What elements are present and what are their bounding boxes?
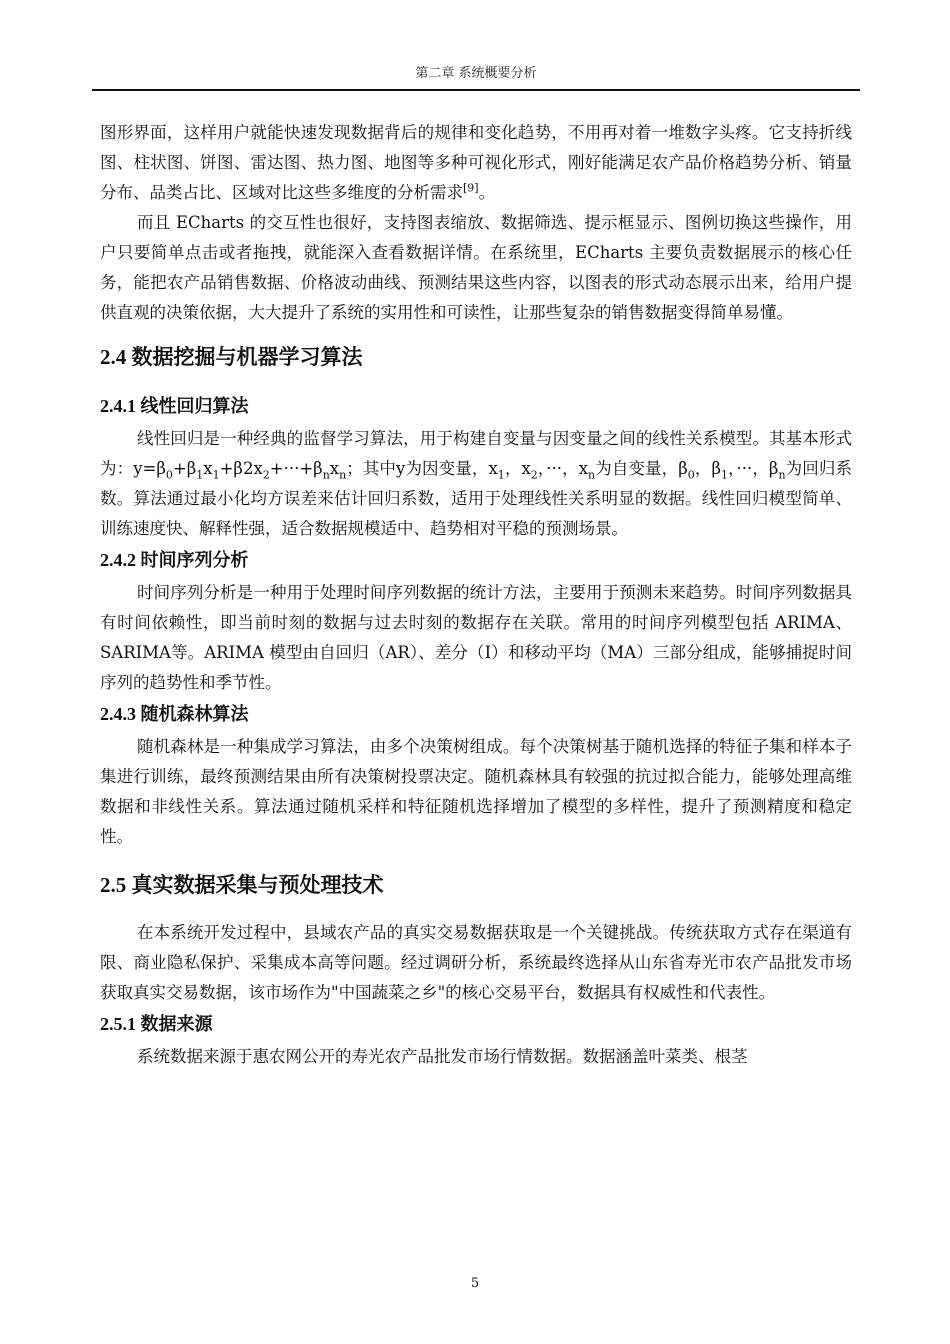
paragraph-random-forest: 随机森林是一种集成学习算法，由多个决策树组成。每个决策树基于随机选择的特征子集和样本子集进行训练，最终预测结果由所有决策树投票决定。随机森林具有较强的抗过拟合能力，能够处理高维数据和非线性关系。算法通过随机采样和特征随机选择增加了模型的多样性，提升了预测精度和稳定性。 [100, 737, 852, 846]
paragraph-data-source: 系统数据来源于惠农网公开的寿光农产品批发市场行情数据。数据涵盖叶菜类、根茎 [137, 1047, 748, 1066]
paragraph-time-series: 时间序列分析是一种用于处理时间序列数据的统计方法，主要用于预测未来趋势。时间序列数据具有时间依赖性，即当前时刻的数据与过去时刻的数据存在关联。常用的时间序列模型包括 ARIMA、SARIMA等。ARIMA 模型由自回归（AR）、差分（I）和移动平均（MA）三部分组成，能够捕捉时间序列的趋势性和季节性。 [100, 583, 852, 692]
paragraph-echarts-interaction: 而且 ECharts 的交互性也很好，支持图表缩放、数据筛选、提示框显示、图例切换这些操作，用户只要简单点击或者拖拽，就能深入查看数据详情。在系统里，ECharts 主要负责数据展示的核心任务，能把农产品销售数据、价格波动曲线、预测结果这些内容，以图表的形式动态展示出来，给用户提供直观的决策依据，大大提升了系统的实用性和可读性，让那些复杂的销售数据变得简单易懂。 [100, 213, 852, 322]
page-body [100, 118, 852, 1072]
section-2-4-heading: 2.4 数据挖掘与机器学习算法 [100, 345, 363, 369]
citation-9: [9] [463, 181, 479, 195]
paragraph-linear-regression: 线性回归是一种经典的监督学习算法，用于构建自变量与因变量之间的线性关系模型。其基本形式为：$y=\beta_0+\beta_1x_1+\beta 2x_2+\cdot\cdot\cdot+\beta_nx_n$；其中y为因变量，$x_1$，$x_2$，···，$x_n$为自变量，$\beta_0$，$\beta_1$，···，$\beta_n$为回归系数。算法通过最小化均方误差来估计回归系数，适用于处理线性关系明显的数据。线性回归模型简单、训练速度快、解释性强，适合数据规模适中、趋势相对平稳的预测场景。 [100, 429, 852, 538]
section-2-4-2-heading: 2.4.2 时间序列分析 [100, 550, 249, 570]
section-2-5-1-heading: 2.5.1 数据来源 [100, 1014, 213, 1034]
header-rule [92, 89, 860, 91]
page-number: 5 [470, 1276, 480, 1291]
section-2-4-3-heading: 2.4.3 随机森林算法 [100, 704, 249, 724]
paragraph-echarts-visual: 图形界面，这样用户就能快速发现数据背后的规律和变化趋势，不用再对着一堆数字头疼。它支持折线图、柱状图、饼图、雷达图、热力图、地图等多种可视化形式，刚好能满足农产品价格趋势分析、销量分布、品类占比、区域对比这些多维度的分析需求[9]。 [100, 123, 852, 202]
section-2-5-heading: 2.5 真实数据采集与预处理技术 [100, 873, 384, 897]
section-2-4-1-heading: 2.4.1 线性回归算法 [100, 396, 249, 416]
paragraph-data-collection: 在本系统开发过程中，县域农产品的真实交易数据获取是一个关键挑战。传统获取方式存在渠道有限、商业隐私保护、采集成本高等问题。经过调研分析，系统最终选择从山东省寿光市农产品批发市场 获取真实交易数据，该市场作为"中国蔬菜之乡"的核心交易平台，数据具有权威性和代表性。 [100, 923, 852, 1002]
running-header: 第二章 系统概要分析 [415, 66, 537, 81]
